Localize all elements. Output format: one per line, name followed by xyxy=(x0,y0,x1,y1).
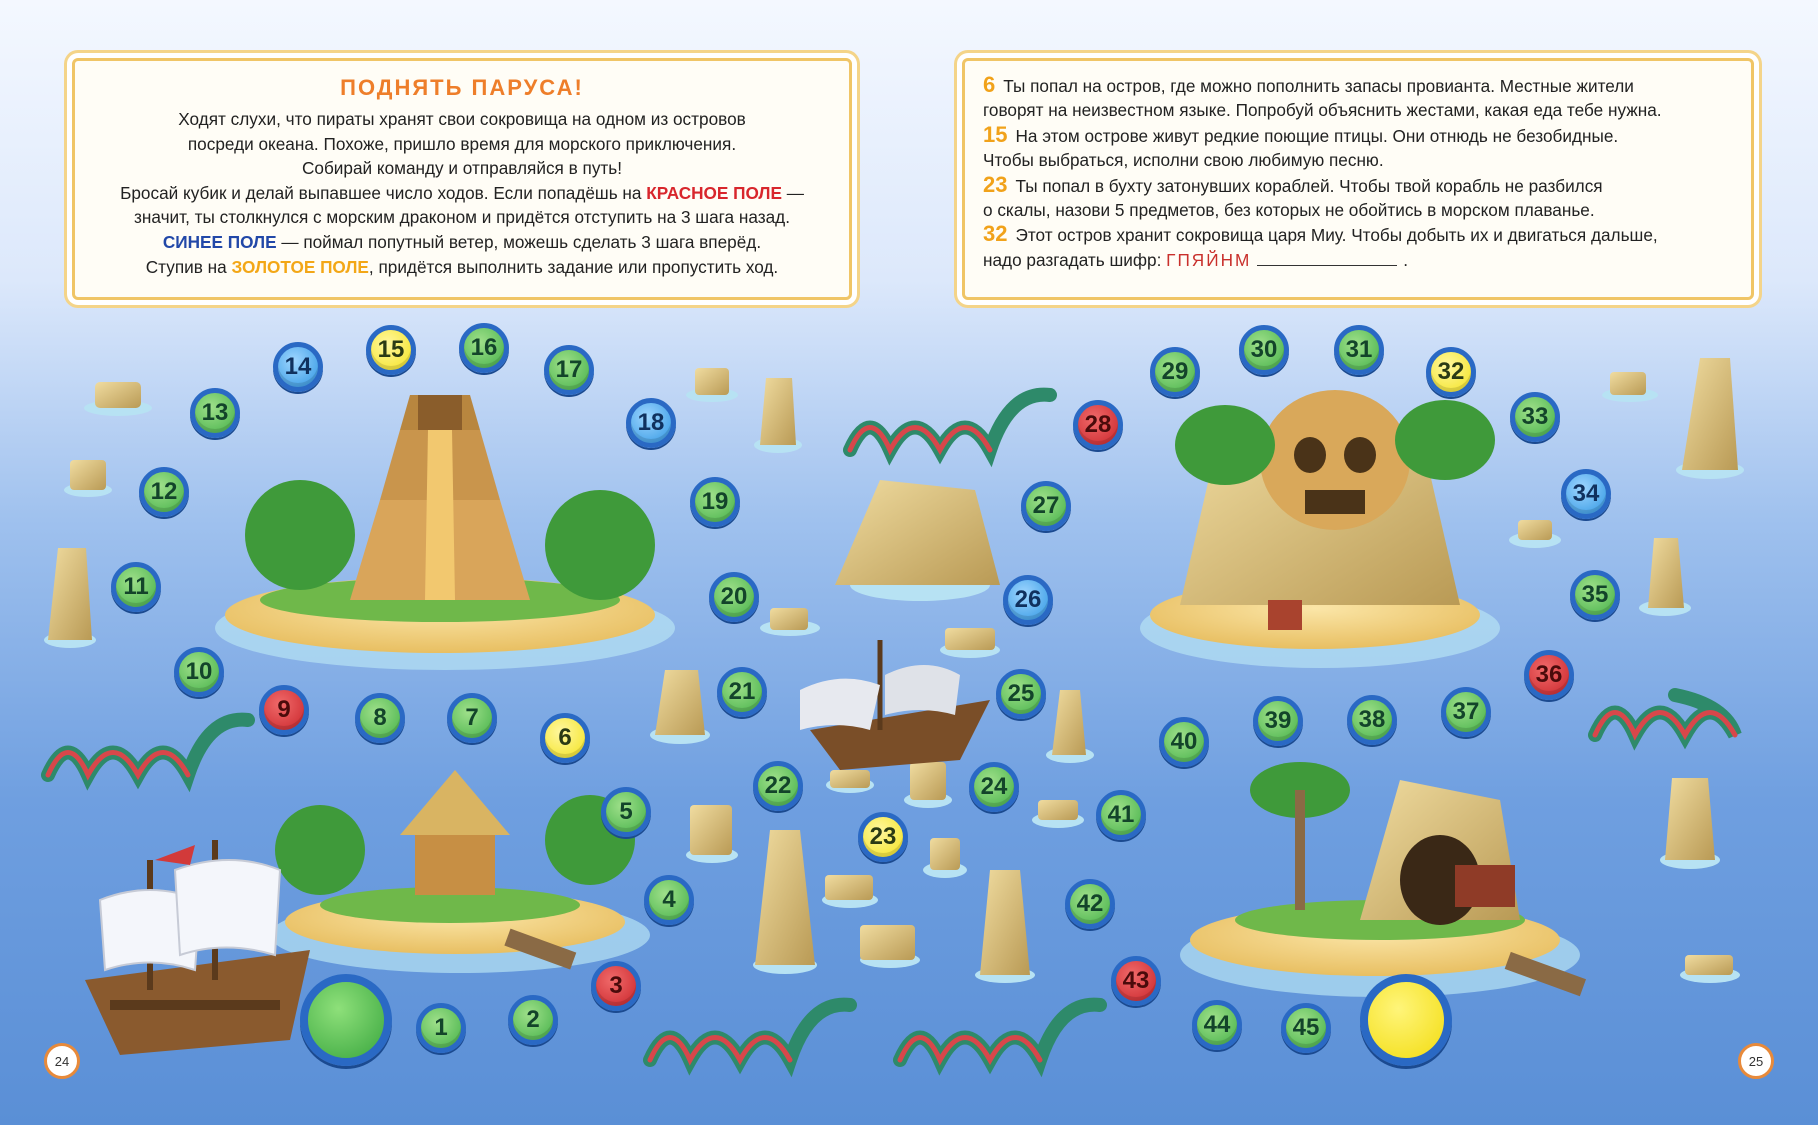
task-number: 15 xyxy=(983,121,1008,147)
task-text: о скалы, назови 5 предметов, без которых не обойтись в морском плаванье. xyxy=(983,200,1595,221)
tasks-panel xyxy=(962,58,1754,300)
answer-blank[interactable] xyxy=(1257,265,1397,266)
board-cell-41[interactable]: 41 xyxy=(1096,790,1146,840)
board-cell-25[interactable]: 25 xyxy=(996,669,1046,719)
board-cell-32[interactable]: 32 xyxy=(1426,347,1476,397)
board-cell-24[interactable]: 24 xyxy=(969,762,1019,812)
instructions-line: Ходят слухи, что пираты хранят свои сокровища на одном из островов xyxy=(178,109,746,129)
board-cell-31[interactable]: 31 xyxy=(1334,325,1384,375)
instructions-fragment: — поймал попутный ветер, можешь сделать 3 шага вперёд. xyxy=(276,231,762,252)
board-cell-37[interactable]: 37 xyxy=(1441,687,1491,737)
instructions-fragment: Ступив на xyxy=(145,256,232,277)
board-cell-5[interactable]: 5 xyxy=(601,787,651,837)
task-text: Ты попал на остров, где можно пополнить запасы провианта. Местные жители xyxy=(1003,76,1634,96)
board-cell-33[interactable]: 33 xyxy=(1510,392,1560,442)
board-cell-1[interactable]: 1 xyxy=(416,1003,466,1053)
board-cell-10[interactable]: 10 xyxy=(174,647,224,697)
finish-circle[interactable] xyxy=(1360,974,1452,1066)
cave-island-icon xyxy=(1180,762,1586,997)
board-cell-28[interactable]: 28 xyxy=(1073,400,1123,450)
board-cell-18[interactable]: 18 xyxy=(626,398,676,448)
skull-island-icon xyxy=(1140,390,1500,668)
board-cell-9[interactable]: 9 xyxy=(259,685,309,735)
page-number-right: 25 xyxy=(1738,1043,1774,1079)
board-cell-19[interactable]: 19 xyxy=(690,477,740,527)
task-15 xyxy=(983,123,1733,148)
pyramid-island-icon xyxy=(215,395,675,670)
board-cell-14[interactable]: 14 xyxy=(273,342,323,392)
blue-field-label: СИНЕЕ ПОЛЕ xyxy=(162,231,277,252)
board-cell-43[interactable]: 43 xyxy=(1111,956,1161,1006)
board-cell-2[interactable]: 2 xyxy=(508,995,558,1045)
board-cell-45[interactable]: 45 xyxy=(1281,1003,1331,1053)
instructions-fragment: , придётся выполнить задание или пропустить ход. xyxy=(368,256,779,277)
gold-field-label: ЗОЛОТОЕ ПОЛЕ xyxy=(231,256,369,277)
board-cell-40[interactable]: 40 xyxy=(1159,717,1209,767)
instructions-line: Собирай команду и отправляйся в путь! xyxy=(301,158,623,179)
board-cell-17[interactable]: 17 xyxy=(544,345,594,395)
board-cell-34[interactable]: 34 xyxy=(1561,469,1611,519)
board-cell-27[interactable]: 27 xyxy=(1021,481,1071,531)
task-text: На этом острове живут редкие поющие птицы. Они отнюдь не безобидные. xyxy=(1015,125,1619,146)
instructions-line xyxy=(95,230,829,255)
start-circle[interactable] xyxy=(300,974,392,1066)
board-cell-20[interactable]: 20 xyxy=(709,572,759,622)
task-23 xyxy=(983,173,1733,198)
instructions-line: значит, ты столкнулся с морским драконом и придётся отступить на 3 шага назад. xyxy=(134,207,790,228)
board-cell-7[interactable]: 7 xyxy=(447,693,497,743)
red-field-label: КРАСНОЕ ПОЛЕ xyxy=(646,182,782,203)
board-cell-35[interactable]: 35 xyxy=(1570,570,1620,620)
instructions-panel xyxy=(72,58,852,300)
page-number-left: 24 xyxy=(44,1043,80,1079)
board-cell-23[interactable]: 23 xyxy=(858,812,908,862)
board-cell-6[interactable]: 6 xyxy=(540,713,590,763)
task-text: Этот остров хранит сокровища царя Миу. Чтобы добыть их и двигаться дальше, xyxy=(1015,225,1658,246)
board-cell-26[interactable]: 26 xyxy=(1003,575,1053,625)
board-cell-15[interactable]: 15 xyxy=(366,325,416,375)
task-text: Ты попал в бухту затонувших кораблей. Чтобы твой корабль не разбился xyxy=(1015,175,1603,196)
shipwreck-icon xyxy=(800,640,990,770)
task-text: говорят на неизвестном языке. Попробуй объяснить жестами, какая еда тебе нужна. xyxy=(983,100,1662,121)
instructions-line: посреди океана. Похоже, пришло время для морского приключения. xyxy=(187,133,737,154)
task-text xyxy=(983,248,1733,272)
hut-island-icon xyxy=(270,770,650,973)
board-cell-36[interactable]: 36 xyxy=(1524,650,1574,700)
instructions-fragment: — xyxy=(781,182,804,203)
instructions-text xyxy=(95,107,829,279)
cipher-text: ГПЯЙНМ xyxy=(1166,249,1252,270)
board-cell-13[interactable]: 13 xyxy=(190,388,240,438)
page-title: ПОДНЯТЬ ПАРУСА! xyxy=(340,75,584,100)
task-number: 32 xyxy=(983,221,1008,247)
task-text: . xyxy=(1403,249,1409,270)
task-number: 6 xyxy=(983,72,996,97)
board-cell-12[interactable]: 12 xyxy=(139,467,189,517)
board-cell-16[interactable]: 16 xyxy=(459,323,509,373)
board-cell-44[interactable]: 44 xyxy=(1192,1000,1242,1050)
task-text: Чтобы выбраться, исполни свою любимую песню. xyxy=(983,150,1384,171)
board-cell-8[interactable]: 8 xyxy=(355,693,405,743)
board-cell-38[interactable]: 38 xyxy=(1347,695,1397,745)
task-6 xyxy=(983,73,1733,98)
board-cell-3[interactable]: 3 xyxy=(591,961,641,1011)
instructions-line xyxy=(95,255,829,280)
board-cell-29[interactable]: 29 xyxy=(1150,347,1200,397)
task-number: 23 xyxy=(983,171,1008,197)
board-cell-21[interactable]: 21 xyxy=(717,667,767,717)
instructions-fragment: Бросай кубик и делай выпавшее число ходов. Если попадёшь на xyxy=(120,182,647,203)
task-32 xyxy=(983,222,1733,247)
board-cell-22[interactable]: 22 xyxy=(753,761,803,811)
pirate-ship-icon xyxy=(85,840,310,1055)
task-text: надо разгадать шифр: xyxy=(983,249,1162,270)
board-cell-42[interactable]: 42 xyxy=(1065,879,1115,929)
board-cell-4[interactable]: 4 xyxy=(644,875,694,925)
instructions-line xyxy=(95,181,829,206)
board-cell-39[interactable]: 39 xyxy=(1253,696,1303,746)
board-cell-11[interactable]: 11 xyxy=(111,562,161,612)
board-cell-30[interactable]: 30 xyxy=(1239,325,1289,375)
